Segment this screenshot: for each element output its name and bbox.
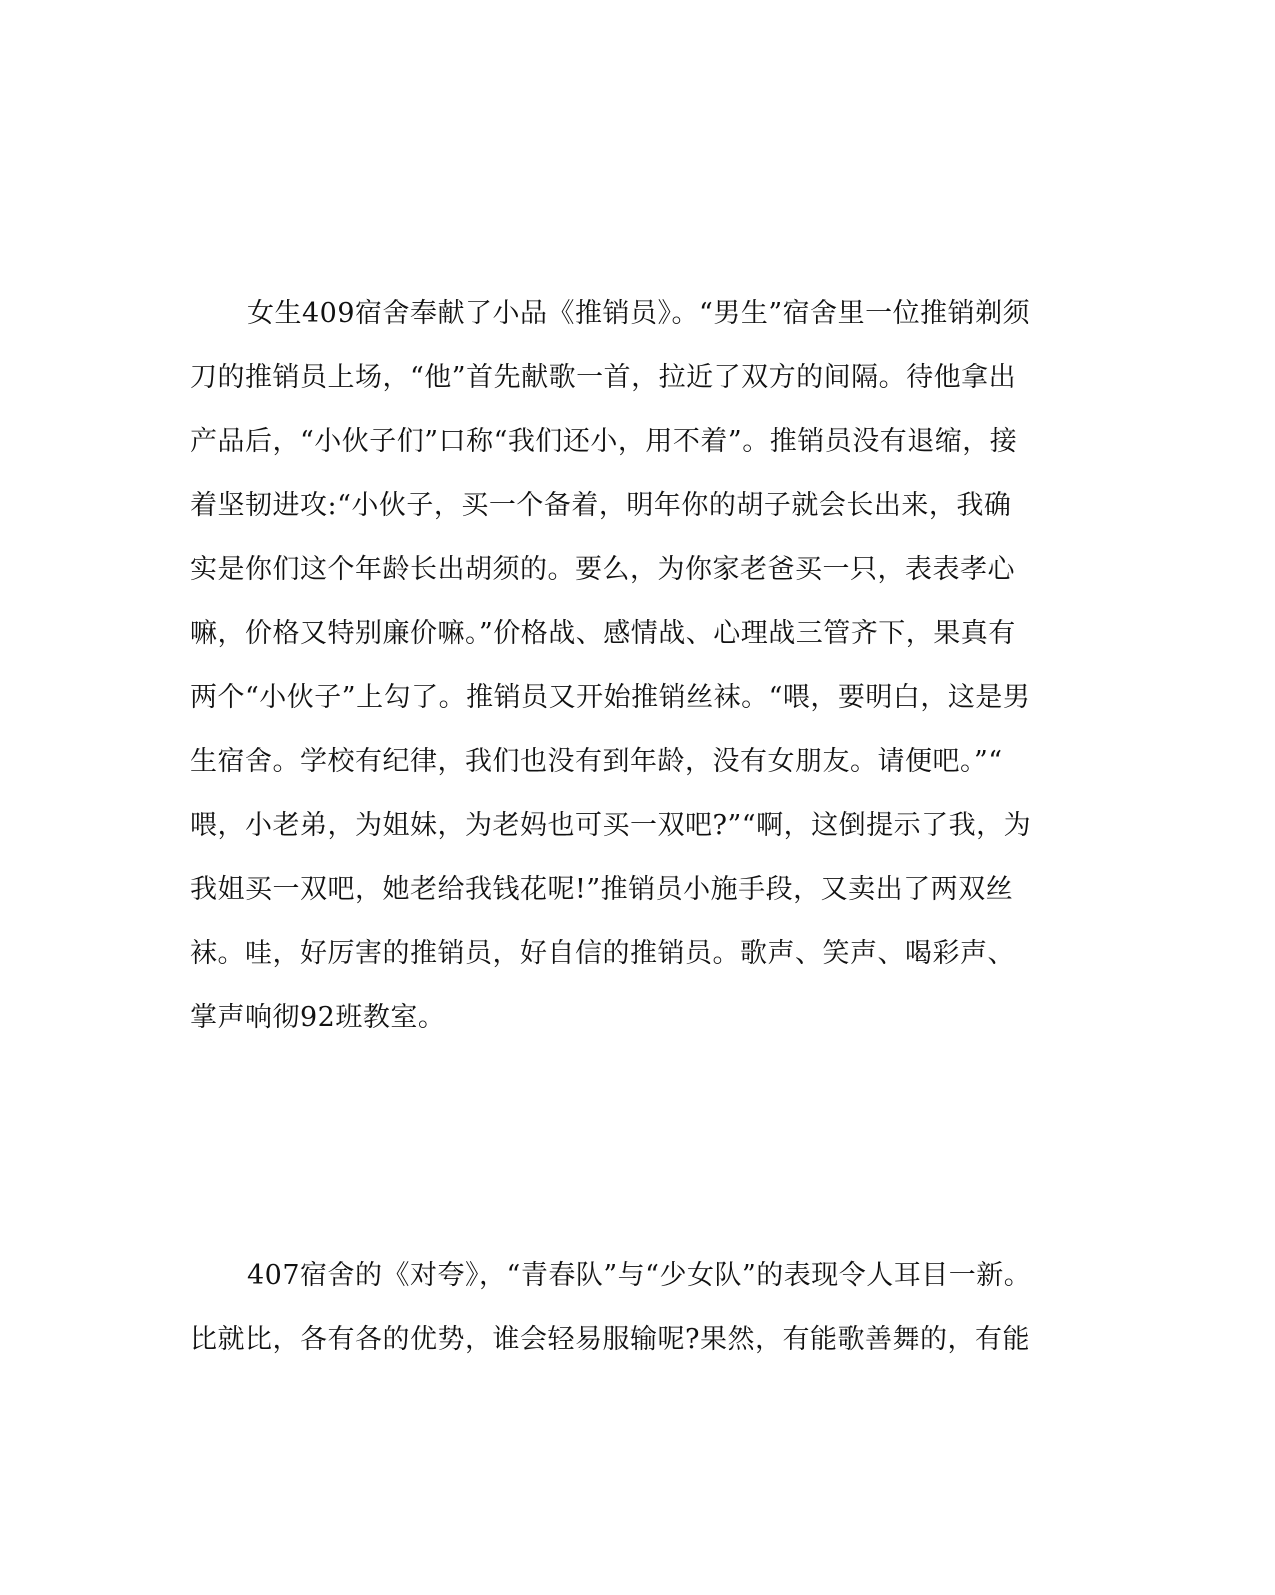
- paragraph-line: 407宿舍的《对夸》，“青春队”与“少女队”的表现令人耳目一新。: [247, 1260, 1032, 1291]
- paragraph-line: 产品后，“小伙子们”口称“我们还小，用不着”。推销员没有退缩，接: [190, 426, 1018, 457]
- paragraph-line: 两个“小伙子”上勾了。推销员又开始推销丝袜。“喂，要明白，这是男: [190, 682, 1031, 713]
- paragraph-line: 着坚韧进攻:“小伙子，买一个备着，明年你的胡子就会长出来，我确: [190, 490, 1012, 521]
- paragraph-line: 我姐买一双吧，她老给我钱花呢!”推销员小施手段，又卖出了两双丝: [190, 874, 1014, 905]
- paragraph-line: 袜。哇，好厉害的推销员，好自信的推销员。歌声、笑声、喝彩声、: [190, 938, 1015, 969]
- paragraph-line: 女生409宿舍奉献了小品《推销员》。“男生”宿舍里一位推销剃须: [247, 298, 1031, 329]
- paragraph-line: 刀的推销员上场，“他”首先献歌一首，拉近了双方的间隔。待他拿出: [190, 362, 1017, 393]
- paragraph-line: 喂，小老弟，为姐妹，为老妈也可买一双吧?”“啊，这倒提示了我，为: [190, 810, 1032, 841]
- paragraph-line: 生宿舍。学校有纪律，我们也没有到年龄，没有女朋友。请便吧。”“: [190, 746, 1003, 777]
- paragraph-sales-skit: [190, 282, 1070, 1050]
- paragraph-duikua-skit: [190, 1244, 1070, 1372]
- paragraph-line: 嘛，价格又特别廉价嘛。”价格战、感情战、心理战三管齐下，果真有: [190, 618, 1016, 649]
- paragraph-line: 掌声响彻92班教室。: [190, 1002, 446, 1033]
- paragraph-line: 实是你们这个年龄长出胡须的。要么，为你家老爸买一只，表表孝心: [190, 554, 1015, 585]
- paragraph-line: 比就比，各有各的优势，谁会轻易服输呢?果然，有能歌善舞的，有能: [190, 1324, 1030, 1355]
